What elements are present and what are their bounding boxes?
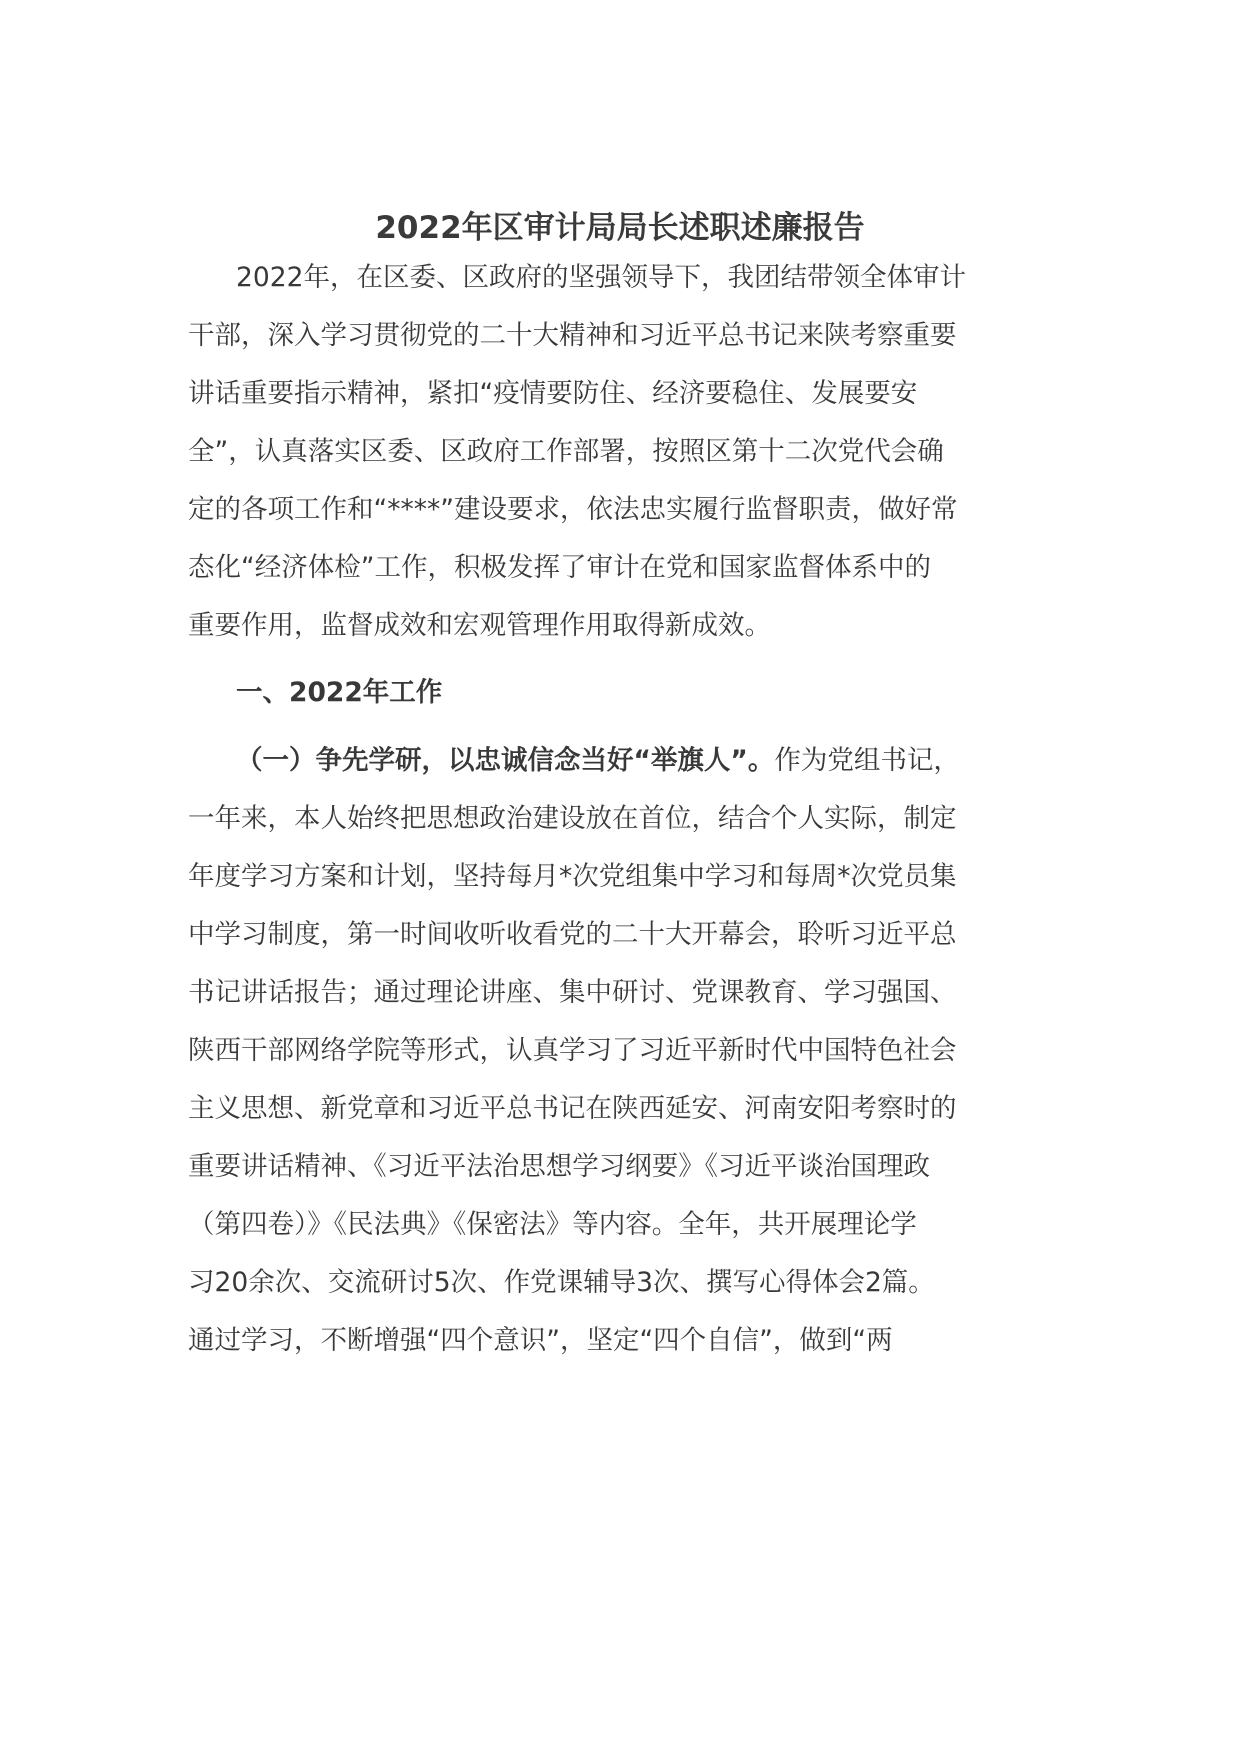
document-title: 2022年区审计局局长述职述廉报告 bbox=[375, 210, 865, 246]
paragraph-line: （第四卷）》《民法典》《保密法》等内容。全年，共开展理论学 bbox=[188, 1209, 917, 1240]
paragraph-line: 通过学习，不断增强“四个意识”，坚定“四个自信”，做到“两 bbox=[188, 1325, 893, 1356]
paragraph-line: 全”，认真落实区委、区政府工作部署，按照区第十二次党代会确 bbox=[188, 436, 944, 467]
subheading-line bbox=[236, 741, 960, 781]
paragraph-line: 2022年，在区委、区政府的坚强领导下，我团结带领全体审计 bbox=[236, 262, 966, 293]
paragraph-line: 陕西干部网络学院等形式，认真学习了习近平新时代中国特色社会 bbox=[188, 1035, 957, 1066]
subheading-bold: （一）争先学研，以忠诚信念当好“举旗人”。 bbox=[236, 745, 775, 776]
paragraph-line: 定的各项工作和“****”建设要求，依法忠实履行监督职责，做好常 bbox=[188, 494, 958, 525]
paragraph-line: 干部，深入学习贯彻党的二十大精神和习近平总书记来陕考察重要 bbox=[188, 320, 957, 351]
paragraph-line: 习20余次、交流研讨5次、作党课辅导3次、撰写心得体会2篇。 bbox=[188, 1267, 935, 1298]
paragraph-line: 一年来，本人始终把思想政治建设放在首位，结合个人实际，制定 bbox=[188, 803, 957, 834]
subheading-rest: 作为党组书记， bbox=[774, 745, 960, 776]
paragraph-line: 主义思想、新党章和习近平总书记在陕西延安、河南安阳考察时的 bbox=[188, 1093, 957, 1124]
paragraph-line: 态化“经济体检”工作，积极发挥了审计在党和国家监督体系中的 bbox=[188, 552, 931, 583]
paragraph-line: 年度学习方案和计划，坚持每月*次党组集中学习和每周*次党员集 bbox=[188, 861, 957, 892]
paragraph-line: 中学习制度，第一时间收听收看党的二十大开幕会，聆听习近平总 bbox=[188, 919, 957, 950]
paragraph-line: 书记讲话报告；通过理论讲座、集中研讨、党课教育、学习强国、 bbox=[188, 977, 957, 1008]
paragraph-line: 讲话重要指示精神，紧扣“疫情要防住、经济要稳住、发展要安 bbox=[188, 378, 918, 409]
paragraph-line: 重要作用，监督成效和宏观管理作用取得新成效。 bbox=[188, 610, 771, 641]
section-heading: 一、2022年工作 bbox=[236, 677, 443, 708]
paragraph-line: 重要讲话精神、《习近平法治思想学习纲要》《习近平谈治国理政 bbox=[188, 1151, 930, 1182]
